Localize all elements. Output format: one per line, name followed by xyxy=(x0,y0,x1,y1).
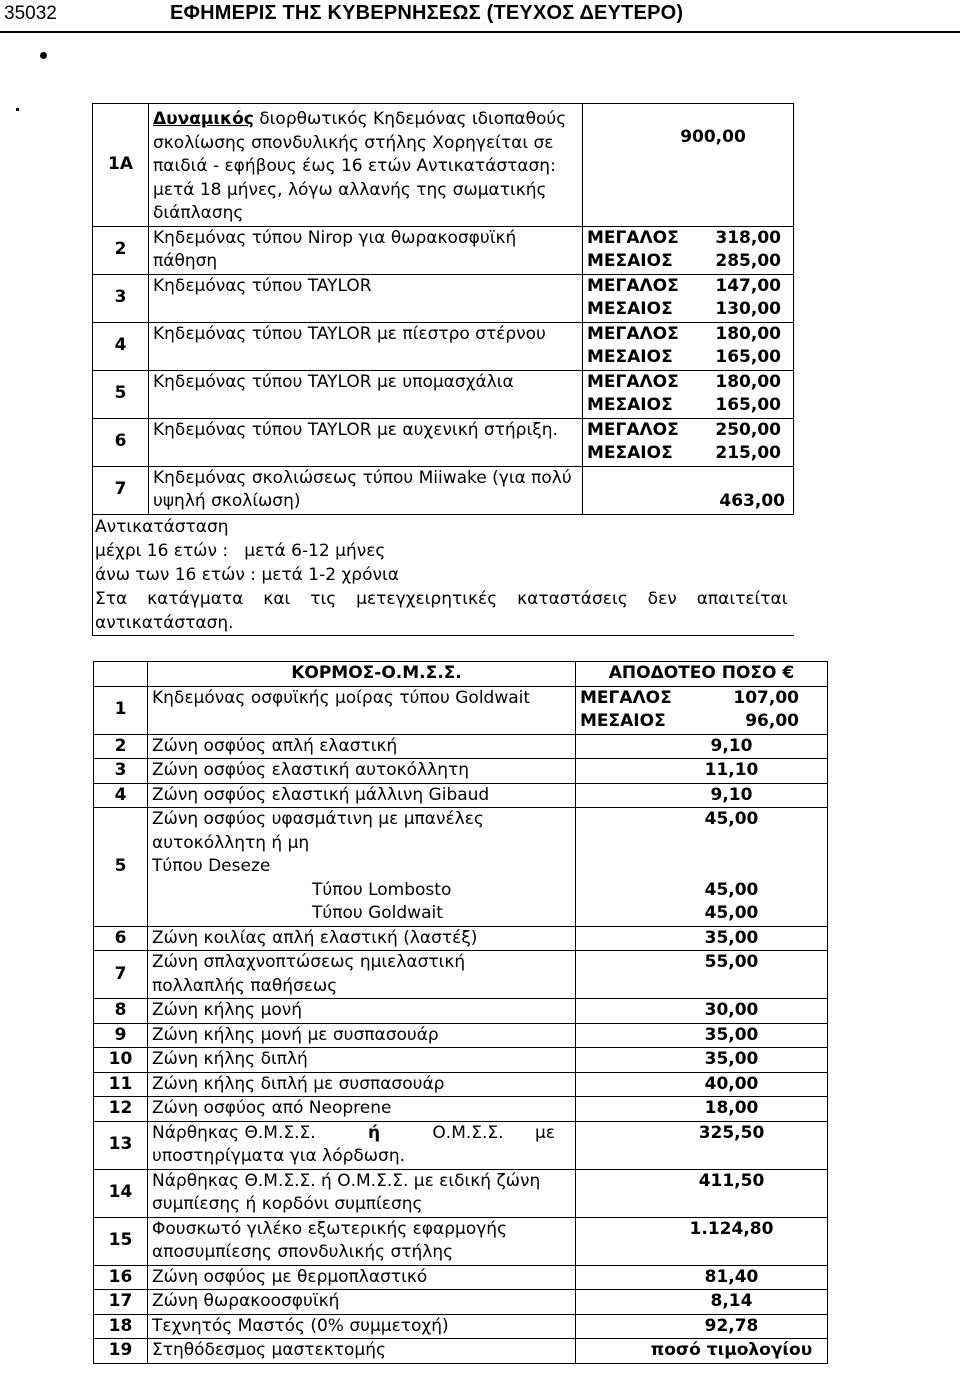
row-number: 18 xyxy=(94,1314,148,1339)
size-price: 147,00 xyxy=(715,275,781,296)
row-price: 18,00 xyxy=(576,1097,828,1122)
size-prices xyxy=(583,370,794,418)
table-header-row xyxy=(94,662,828,687)
row-number: 8 xyxy=(94,999,148,1024)
row-number: 16 xyxy=(94,1265,148,1290)
price-value: 45,00 xyxy=(704,809,759,829)
size-label: ΜΕΣΑΙΟΣ xyxy=(587,251,673,271)
row-price: 55,00 xyxy=(576,951,828,999)
header-divider xyxy=(0,31,960,33)
description-line: αυτοκόλλητη ή μη xyxy=(152,832,310,853)
size-medium xyxy=(583,442,793,466)
row-price xyxy=(583,466,794,514)
size-label: ΜΕΓΑΛΟΣ xyxy=(587,275,679,296)
row-price: 8,14 xyxy=(576,1290,828,1315)
page-header xyxy=(0,0,960,28)
note-line: άνω των 16 ετών : μετά 1-2 χρόνια xyxy=(95,564,399,585)
price-value: 463,00 xyxy=(719,491,785,511)
scan-mark xyxy=(16,108,19,111)
row-description: Κηδεμόνας τύπου TAYLOR με πίεστρο στέρνου xyxy=(149,322,583,370)
size-label: ΜΕΣΑΙΟΣ xyxy=(587,347,673,367)
size-medium xyxy=(583,394,793,418)
row-description: Ζώνη κήλης διπλή με συσπασουάρ xyxy=(148,1072,576,1097)
row-number: 1 xyxy=(94,686,148,734)
row-description: Ζώνη οσφύος από Neoprene xyxy=(148,1097,576,1122)
size-prices xyxy=(583,322,794,370)
size-prices xyxy=(583,274,794,322)
description-line: Τύπου Goldwait xyxy=(312,903,443,923)
size-price: 165,00 xyxy=(715,395,781,415)
row-price: 9,10 xyxy=(576,783,828,808)
table-row xyxy=(94,759,828,784)
table-row xyxy=(94,686,828,734)
row-price: 411,50 xyxy=(576,1169,828,1217)
page-number: 35032 xyxy=(4,3,57,24)
size-price: 180,00 xyxy=(715,323,781,344)
row-number: 3 xyxy=(94,759,148,784)
table-row xyxy=(93,322,794,370)
table-row xyxy=(94,1290,828,1315)
row-description: Ζώνη οσφύος ελαστική μάλλινη Gibaud xyxy=(148,783,576,808)
size-label: ΜΕΣΑΙΟΣ xyxy=(580,711,666,731)
price-heading: ΑΠΟΔΟΤΕΟ ΠΟΣΟ € xyxy=(576,662,828,687)
size-price: 250,00 xyxy=(715,419,781,440)
table-row xyxy=(94,734,828,759)
price-value: 45,00 xyxy=(704,903,759,923)
row-price xyxy=(583,104,794,227)
row-description xyxy=(149,104,583,227)
row-price: 9,10 xyxy=(576,734,828,759)
size-label: ΜΕΣΑΙΟΣ xyxy=(587,395,673,415)
table-row xyxy=(94,783,828,808)
row-number: 10 xyxy=(94,1048,148,1073)
table-row xyxy=(93,104,794,227)
orthosis-table-2 xyxy=(93,661,828,1364)
row-number: 2 xyxy=(94,734,148,759)
table-row xyxy=(94,1314,828,1339)
row-description: Κηδεμόνας οσφυϊκής μοίρας τύπου Goldwait xyxy=(148,686,576,734)
row-number: 7 xyxy=(93,466,149,514)
row-description: Τεχνητός Μαστός (0% συμμετοχή) xyxy=(148,1314,576,1339)
table-row xyxy=(93,274,794,322)
notes-row xyxy=(93,514,794,635)
emphasis-word: Δυναμικός xyxy=(153,109,254,129)
size-price: 180,00 xyxy=(715,371,781,392)
size-medium xyxy=(583,250,793,274)
description-text: διορθωτικός Κηδεμόνας ιδιοπαθούς σκολίωσης σπονδυλικής στήλης Χορηγείται σε παιδιά - εφήβους έως 16 ετών Αντικατάσταση: μετά 18 μήνες, λόγω αλλανής της σωματικής διάπλασης xyxy=(153,109,567,223)
row-number: 14 xyxy=(94,1169,148,1217)
row-number: 6 xyxy=(94,926,148,951)
table-row xyxy=(93,418,794,466)
row-description: Κηδεμόνας τύπου TAYLOR με υπομασχάλια xyxy=(149,370,583,418)
description-part: Ο.Μ.Σ.Σ. με xyxy=(432,1122,555,1143)
size-prices xyxy=(576,686,828,734)
table-row xyxy=(94,1097,828,1122)
table-row xyxy=(93,370,794,418)
size-medium xyxy=(576,710,827,734)
row-prices xyxy=(576,808,828,927)
price-value: 900,00 xyxy=(680,127,746,147)
row-price: 92,78 xyxy=(576,1314,828,1339)
row-price: 35,00 xyxy=(576,1048,828,1073)
description-line: υποστηρίγματα για λόρδωση. xyxy=(152,1146,405,1166)
size-large xyxy=(583,227,793,251)
size-label: ΜΕΓΑΛΟΣ xyxy=(587,371,679,392)
row-number: 4 xyxy=(93,322,149,370)
row-description: Ζώνη κοιλίας απλή ελαστική (λαστέξ) xyxy=(148,926,576,951)
note-line: Αντικατάσταση xyxy=(95,516,229,537)
row-number: 15 xyxy=(94,1217,148,1265)
row-description: Κηδεμόνας σκολιώσεως τύπου Miiwake (για πολύ υψηλή σκολίωση) xyxy=(149,466,583,514)
row-number: 17 xyxy=(94,1290,148,1315)
row-description: Ζώνη κήλης μονή xyxy=(148,999,576,1024)
row-number: 4 xyxy=(94,783,148,808)
row-price: 325,50 xyxy=(576,1121,828,1169)
table-row xyxy=(94,1339,828,1364)
row-price: 1.124,80 xyxy=(576,1217,828,1265)
row-description: Νάρθηκας Θ.Μ.Σ.Σ. ή Ο.Μ.Σ.Σ. με ειδική ζώνη συμπίεσης ή κορδόνι συμπίεσης xyxy=(148,1169,576,1217)
size-price: 165,00 xyxy=(715,347,781,367)
row-number: 5 xyxy=(94,808,148,927)
size-price: 318,00 xyxy=(715,227,781,248)
table-row xyxy=(94,1217,828,1265)
description-line xyxy=(152,1122,571,1146)
row-number: 9 xyxy=(94,1023,148,1048)
table-row xyxy=(94,1169,828,1217)
description-line: Τύπου Lombosto xyxy=(312,879,452,900)
size-large xyxy=(576,687,827,711)
table-row xyxy=(94,951,828,999)
table-row xyxy=(94,999,828,1024)
size-label: ΜΕΓΑΛΟΣ xyxy=(587,227,679,248)
row-number: 6 xyxy=(93,418,149,466)
row-description: Ζώνη οσφύος ελαστική αυτοκόλλητη xyxy=(148,759,576,784)
description-line: Τύπου Deseze xyxy=(152,856,271,876)
row-description: Ζώνη σπλαχνοπτώσεως ημιελαστική πολλαπλής παθήσεως xyxy=(148,951,576,999)
row-number: 2 xyxy=(93,226,149,274)
row-number: 5 xyxy=(93,370,149,418)
row-description: Στηθόδεσμος μαστεκτομής xyxy=(148,1339,576,1364)
size-label: ΜΕΣΑΙΟΣ xyxy=(587,443,673,463)
table-row xyxy=(94,1121,828,1169)
row-description xyxy=(148,1121,576,1169)
gazette-title: ΕΦΗΜΕΡΙΣ ΤΗΣ ΚΥΒΕΡΝΗΣΕΩΣ (ΤΕΥΧΟΣ ΔΕΥΤΕΡΟ) xyxy=(170,2,684,24)
note-line: Στα κατάγματα και τις μετεγχειρητικές καταστάσεις δεν απαιτείται αντικατάσταση. xyxy=(95,588,788,633)
size-prices xyxy=(583,226,794,274)
note-line: μέχρι 16 ετών : μετά 6-12 μήνες xyxy=(95,540,386,561)
row-description: Κηδεμόνας τύπου Nirop για θωρακοσφυϊκή πάθηση xyxy=(149,226,583,274)
section-heading: ΚΟΡΜΟΣ-Ο.Μ.Σ.Σ. xyxy=(148,662,576,687)
row-price: 81,40 xyxy=(576,1265,828,1290)
size-label: ΜΕΣΑΙΟΣ xyxy=(587,299,673,319)
description-part: ή xyxy=(367,1122,381,1143)
row-description: Ζώνη οσφύος με θερμοπλαστικό xyxy=(148,1265,576,1290)
table-row xyxy=(94,1072,828,1097)
row-price: 35,00 xyxy=(576,1023,828,1048)
table-row xyxy=(94,1265,828,1290)
size-label: ΜΕΓΑΛΟΣ xyxy=(580,687,672,708)
row-description: Ζώνη θωρακοοσφυϊκή xyxy=(148,1290,576,1315)
size-price: 130,00 xyxy=(715,299,781,319)
row-number: 12 xyxy=(94,1097,148,1122)
table-row xyxy=(94,1023,828,1048)
row-price: 30,00 xyxy=(576,999,828,1024)
size-large xyxy=(583,323,793,347)
row-number: 13 xyxy=(94,1121,148,1169)
size-medium xyxy=(583,298,793,322)
size-large xyxy=(583,371,793,395)
size-large xyxy=(583,275,793,299)
table-row xyxy=(94,808,828,927)
size-label: ΜΕΓΑΛΟΣ xyxy=(587,419,679,440)
orthosis-table-1 xyxy=(92,103,794,636)
table-row xyxy=(93,226,794,274)
size-prices xyxy=(583,418,794,466)
table-row xyxy=(93,466,794,514)
size-price: 107,00 xyxy=(733,687,799,708)
row-number: 11 xyxy=(94,1072,148,1097)
row-number: 1Α xyxy=(93,104,149,227)
description-line: Ζώνη οσφύος υφασμάτινη με μπανέλες xyxy=(152,809,484,829)
row-number: 3 xyxy=(93,274,149,322)
table-row xyxy=(94,926,828,951)
row-description: Ζώνη οσφύος απλή ελαστική xyxy=(148,734,576,759)
row-price: 40,00 xyxy=(576,1072,828,1097)
row-description: Ζώνη κήλης διπλή xyxy=(148,1048,576,1073)
replacement-notes xyxy=(93,514,794,635)
size-large xyxy=(583,419,793,443)
row-price: ποσό τιμολογίου xyxy=(576,1339,828,1364)
table-row xyxy=(94,1048,828,1073)
size-price: 285,00 xyxy=(715,251,781,271)
size-price: 215,00 xyxy=(715,443,781,463)
row-description: Κηδεμόνας τύπου TAYLOR με αυχενική στήριξη. xyxy=(149,418,583,466)
row-description xyxy=(148,808,576,927)
description-part: Νάρθηκας Θ.Μ.Σ.Σ. xyxy=(152,1122,316,1143)
row-description: Φουσκωτό γιλέκο εξωτερικής εφαρμογής αποσυμπίεσης σπονδυλικής στήλης xyxy=(148,1217,576,1265)
row-price: 11,10 xyxy=(576,759,828,784)
header-blank xyxy=(94,662,148,687)
row-number: 19 xyxy=(94,1339,148,1364)
row-description: Κηδεμόνας τύπου TAYLOR xyxy=(149,274,583,322)
row-price: 35,00 xyxy=(576,926,828,951)
size-price: 96,00 xyxy=(745,711,799,731)
price-value: 45,00 xyxy=(704,879,759,900)
size-medium xyxy=(583,346,793,370)
size-label: ΜΕΓΑΛΟΣ xyxy=(587,323,679,344)
bullet-mark xyxy=(40,52,47,59)
row-description: Ζώνη κήλης μονή με συσπασουάρ xyxy=(148,1023,576,1048)
row-number: 7 xyxy=(94,951,148,999)
